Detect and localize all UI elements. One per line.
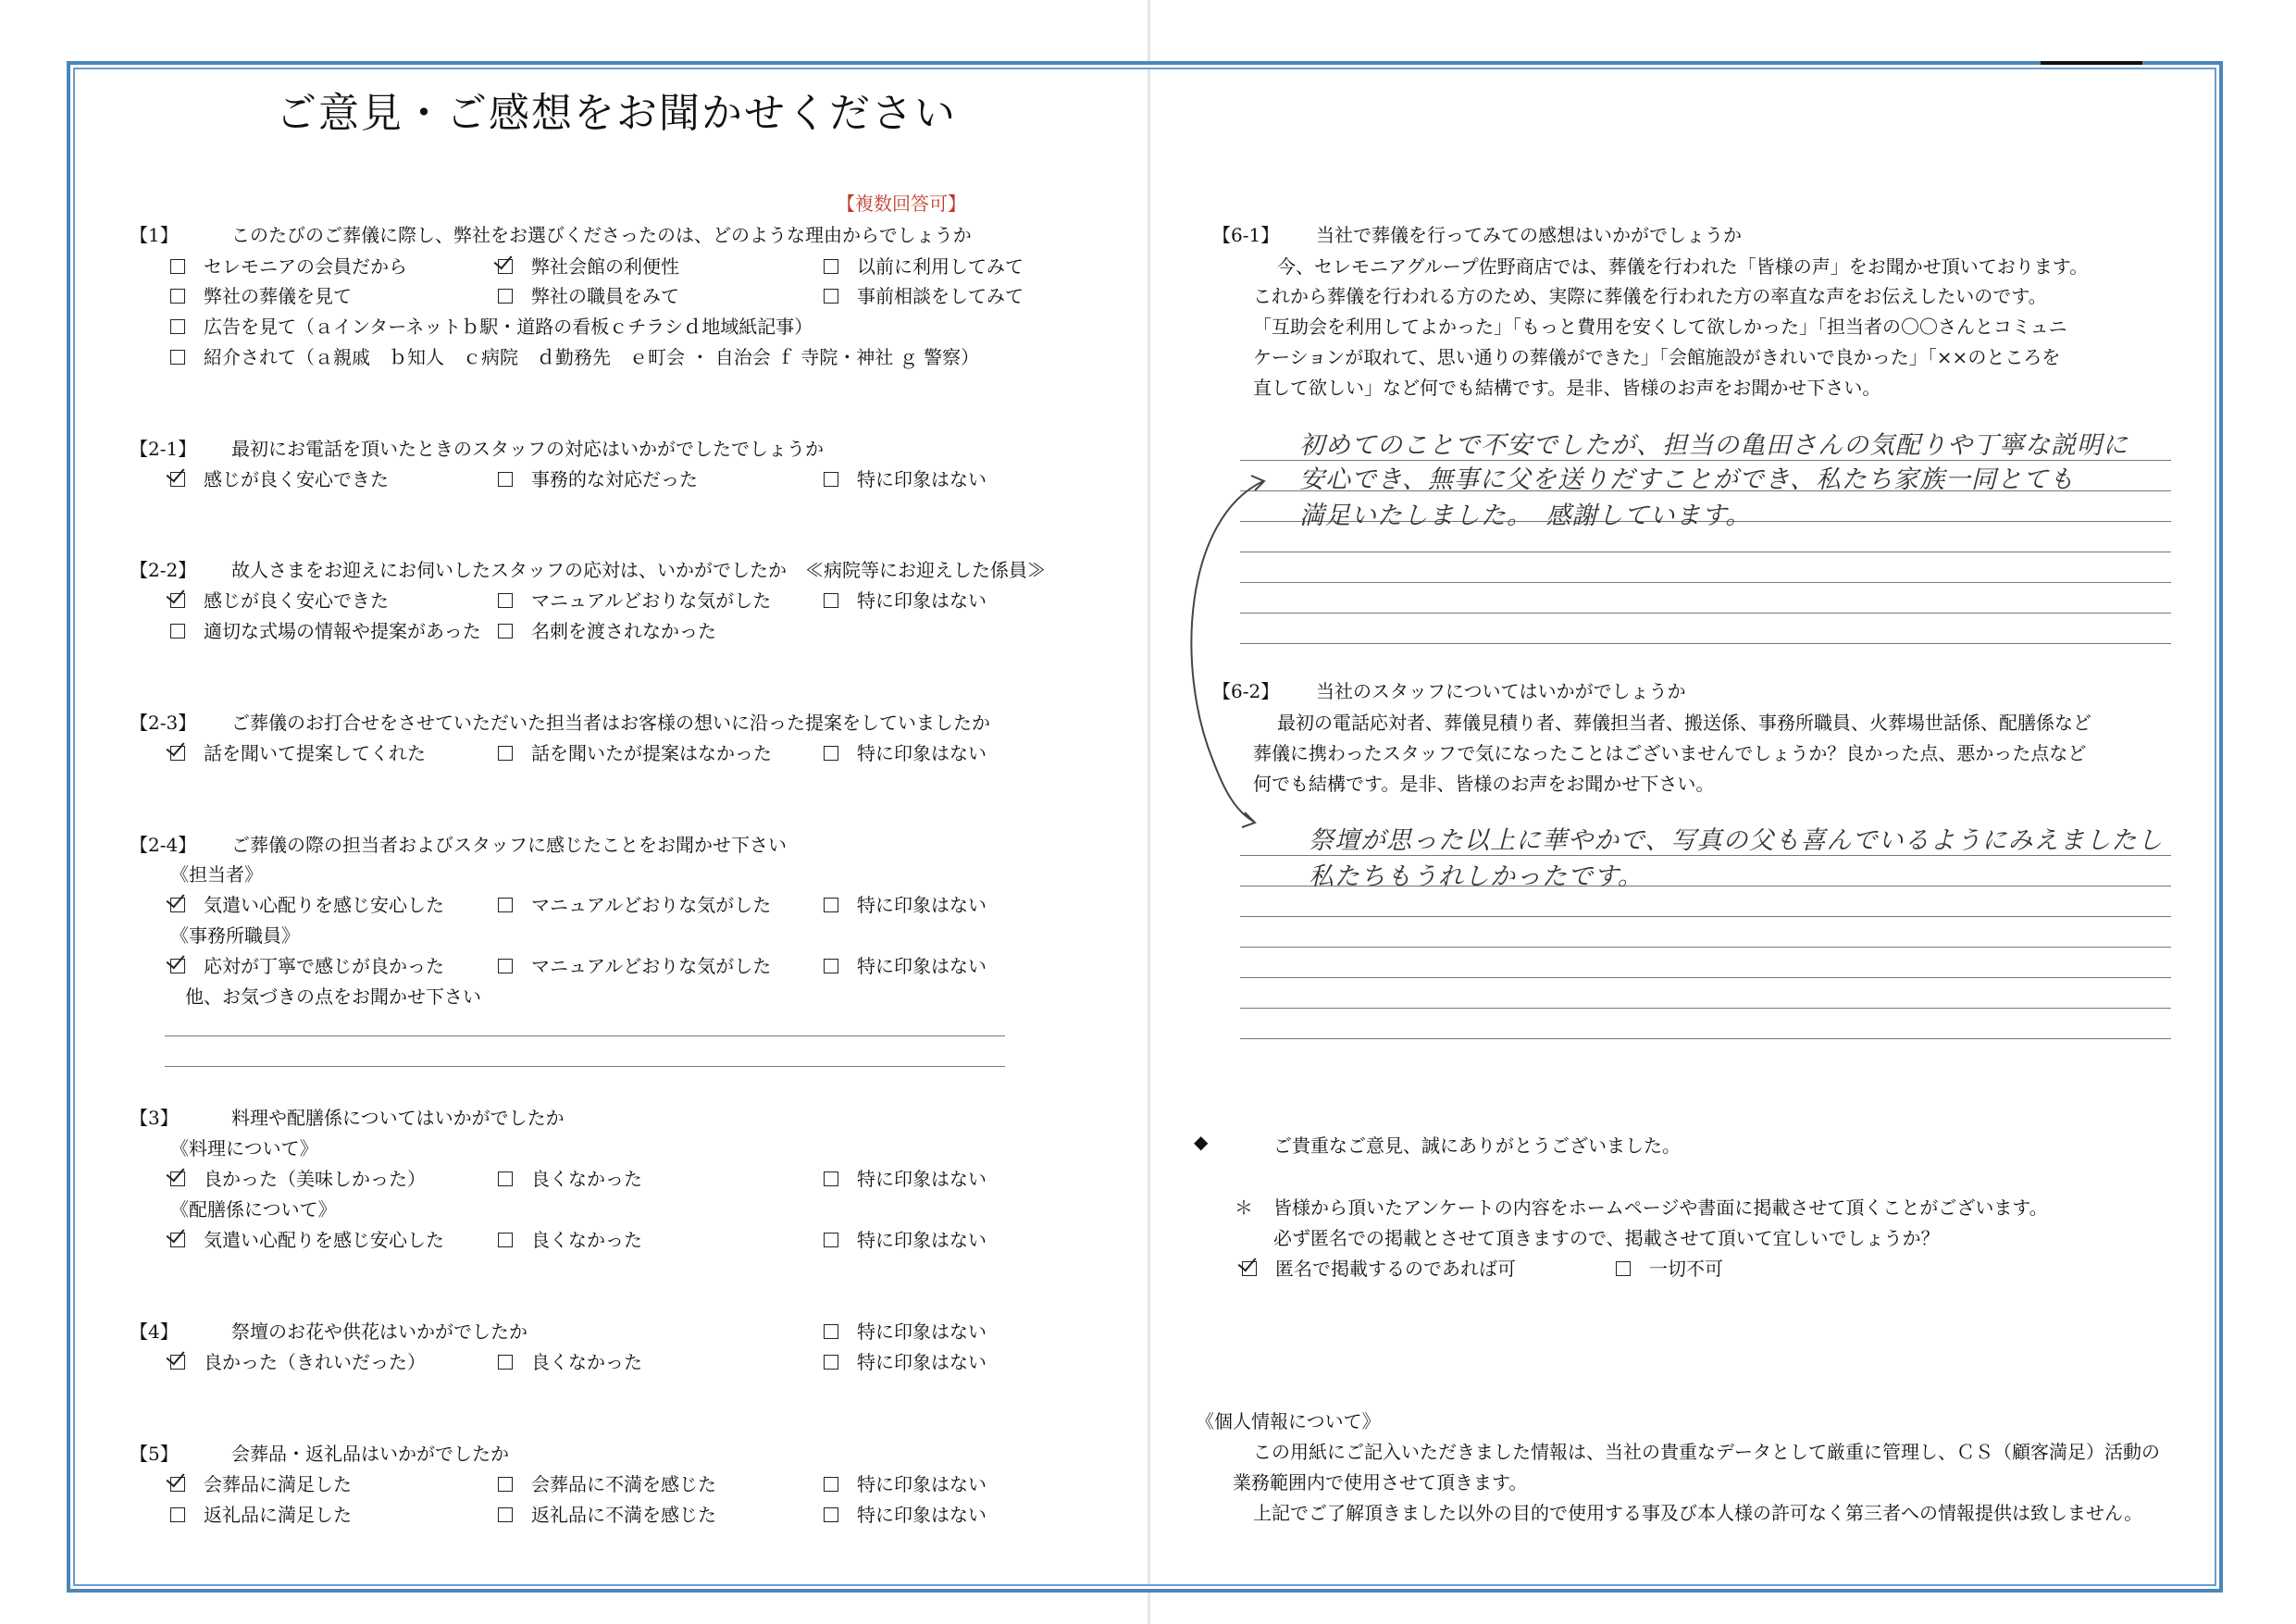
checkbox-icon[interactable] (824, 1172, 838, 1186)
q2-2-option[interactable]: 感じが良く安心できた (170, 586, 389, 613)
q1-option[interactable]: セレモニアの会員だから (170, 252, 407, 279)
checkbox-icon[interactable] (498, 1507, 513, 1522)
q2-3-heading: 【2-3】 ご葬儀のお打合せをさせていただいた担当者はお客様の想いに沿った提案をしていましたか (130, 712, 990, 734)
checkbox-icon[interactable] (824, 1477, 838, 1492)
q2-1-option[interactable]: 特に印象はない (824, 465, 987, 491)
checkbox-icon[interactable] (170, 289, 185, 304)
checkbox-icon[interactable] (824, 593, 838, 608)
q1-heading: 【1】 このたびのご葬儀に際し、弊社をお選びくださったのは、どのような理由からでしょうか (130, 224, 972, 246)
q3-option[interactable]: 良くなかった (498, 1164, 642, 1191)
corner-mark (2041, 61, 2142, 65)
checkbox-icon[interactable] (498, 593, 513, 608)
q2-2-option[interactable]: 特に印象はない (824, 586, 987, 613)
checkbox-icon[interactable] (824, 289, 838, 304)
q5-option[interactable]: 返礼品に満足した (170, 1500, 352, 1527)
q2-1-option[interactable]: 事務的な対応だった (498, 465, 698, 491)
checkbox-icon[interactable] (498, 472, 513, 487)
answer-line[interactable] (1240, 582, 2171, 583)
q3-sub-serving: 《配膳係について》 (170, 1198, 337, 1221)
q2-4-other-prompt: 他、お気づきの点をお聞かせ下さい (185, 986, 481, 1008)
q6-1-heading: 【6-1】 当社で葬儀を行ってみての感想はいかがでしょうか (1212, 224, 1742, 246)
checkbox-checked-icon[interactable] (170, 472, 185, 487)
checkbox-checked-icon[interactable] (170, 1172, 185, 1186)
answer-line[interactable] (1240, 977, 2171, 978)
q1-option[interactable]: 弊社会館の利便性 (498, 252, 679, 279)
q6-2-body: 最初の電話応対者、葬儀見積り者、葬儀担当者、搬送係、事務所職員、火葬場世話係、配膳係など (1277, 712, 2091, 734)
q6-1-body: 直して欲しい」など何でも結構です。是非、皆様のお声をお聞かせ下さい。 (1253, 377, 1881, 399)
q2-4-option[interactable]: マニュアルどおりな気がした (498, 890, 771, 917)
thanks-message: ご貴重なご意見、誠にありがとうございました。 (1273, 1134, 1681, 1157)
privacy-text: 業務範囲内で使用させて頂きます。 (1233, 1471, 1528, 1494)
checkbox-icon[interactable] (498, 1172, 513, 1186)
answer-line[interactable] (1240, 1008, 2171, 1009)
q2-4-sub-office: 《事務所職員》 (170, 924, 300, 947)
q3-heading: 【3】 料理や配膳係についてはいかがでしたか (130, 1107, 565, 1129)
diamond-icon: ◆ (1194, 1131, 1209, 1153)
checkbox-icon[interactable] (824, 1507, 838, 1522)
q4-option[interactable]: 特に印象はない (824, 1317, 987, 1344)
q3-option[interactable]: 特に印象はない (824, 1225, 987, 1252)
q5-heading: 【5】 会葬品・返礼品はいかがでしたか (130, 1443, 509, 1465)
q3-option[interactable]: 良かった（美味しかった） (170, 1164, 426, 1191)
publish-option-refuse[interactable]: 一切不可 (1616, 1254, 1723, 1281)
q3-option[interactable]: 気遣い心配りを感じ安心した (170, 1225, 444, 1252)
q6-1-body: これから葬儀を行われる方のため、実際に葬儀を行われた方の率直な声をお伝えしたいのです。 (1253, 285, 2047, 307)
q1-option[interactable]: 弊社の職員をみて (498, 281, 679, 308)
checkbox-icon[interactable] (498, 1355, 513, 1370)
checkbox-icon[interactable] (498, 898, 513, 912)
q2-4-option[interactable]: 気遣い心配りを感じ安心した (170, 890, 444, 917)
form-title: ご意見・ご感想をお聞かせください (276, 90, 957, 137)
answer-line[interactable] (1240, 1038, 2171, 1039)
q2-3-option[interactable]: 話を聞いたが提案はなかった (498, 738, 772, 765)
publish-option-anonymous[interactable]: 匿名で掲載するのであれば可 (1242, 1254, 1516, 1281)
q6-1-body: 「互助会を利用してよかった」「もっと費用を安くして欲しかった」「担当者の〇〇さんとコミュニ (1253, 316, 2067, 338)
q1-option[interactable]: 以前に利用してみて (824, 252, 1024, 279)
checkbox-icon[interactable] (170, 624, 185, 638)
q5-option[interactable]: 会葬品に満足した (170, 1469, 352, 1496)
q4-option[interactable]: 良かった（きれいだった） (170, 1347, 426, 1374)
checkbox-icon[interactable] (498, 1477, 513, 1492)
q4-option[interactable]: 特に印象はない (824, 1347, 987, 1374)
answer-line[interactable] (1240, 947, 2171, 948)
checkbox-icon[interactable] (498, 959, 513, 973)
checkbox-icon[interactable] (170, 259, 185, 274)
publish-question: 必ず匿名での掲載とさせて頂きますので、掲載させて頂いて宜しいでしょうか？ (1273, 1227, 1940, 1249)
q2-3-option[interactable]: 特に印象はない (824, 738, 987, 765)
answer-line[interactable] (1240, 916, 2171, 917)
q5-option[interactable]: 特に印象はない (824, 1500, 987, 1527)
checkbox-icon[interactable] (498, 746, 513, 761)
checkbox-checked-icon[interactable] (170, 959, 185, 973)
q2-1-heading: 【2-1】 最初にお電話を頂いたときのスタッフの対応はいかがでしたでしょうか (130, 438, 824, 460)
q2-2-option[interactable]: 適切な式場の情報や提案があった (170, 616, 481, 643)
checkbox-checked-icon[interactable] (170, 593, 185, 608)
q6-2-body: 何でも結構です。是非、皆様のお声をお聞かせ下さい。 (1253, 773, 1715, 795)
checkbox-icon[interactable] (170, 1507, 185, 1522)
multiple-answer-note: 【複数回答可】 (837, 192, 966, 215)
checkbox-icon[interactable] (824, 898, 838, 912)
q6-1-body: ケーションが取れて、思い通りの葬儀ができた」「会館施設がきれいで良かった」「××のところを (1253, 346, 2061, 368)
privacy-heading: 《個人情報について》 (1196, 1410, 1381, 1432)
checkbox-checked-icon[interactable] (498, 259, 513, 274)
checkbox-icon[interactable] (824, 472, 838, 487)
checkbox-icon[interactable] (824, 1233, 838, 1247)
q1-option[interactable]: 紹介されて（ａ親戚 ｂ知人 ｃ病院 ｄ勤務先 ｅ町会 ・ 自治会 ｆ 寺院・神社 ｇ 警察） (170, 342, 979, 369)
q3-option[interactable]: 良くなかった (498, 1225, 642, 1252)
handwritten-answer-6-2: 私たちもうれしかったです。 (1309, 862, 1644, 891)
checkbox-icon[interactable] (824, 259, 838, 274)
checkbox-icon[interactable] (824, 1324, 838, 1339)
q6-2-body: 葬儀に携わったスタッフで気になったことはございませんでしょうか？良かった点、悪かった点など (1253, 742, 2087, 764)
checkbox-checked-icon[interactable] (170, 1477, 185, 1492)
q2-4-option[interactable]: 特に印象はない (824, 890, 987, 917)
q2-2-heading: 【2-2】 故人さまをお迎えにお伺いしたスタッフの応対は、いかがでしたか ≪病院等にお迎えした係員≫ (130, 559, 1046, 581)
answer-line[interactable] (1240, 613, 2171, 614)
q2-4-option[interactable]: 特に印象はない (824, 951, 987, 978)
q4-option[interactable]: 良くなかった (498, 1347, 642, 1374)
checkbox-checked-icon[interactable] (170, 1233, 185, 1247)
q3-option[interactable]: 特に印象はない (824, 1164, 987, 1191)
q6-1-body: 今、セレモニアグループ佐野商店では、葬儀を行われた「皆様の声」をお聞かせ頂いております。 (1277, 255, 2089, 278)
q2-4-heading: 【2-4】 ご葬儀の際の担当者およびスタッフに感じたことをお聞かせ下さい (130, 834, 787, 856)
handwritten-answer-6-1: 初めてのことで不安でしたが、担当の亀田さんの気配りや丁寧な説明に (1299, 431, 2128, 460)
q2-2-option[interactable]: 名刺を渡されなかった (498, 616, 716, 643)
checkbox-icon[interactable] (170, 350, 185, 365)
q2-4-option[interactable]: 応対が丁寧で感じが良かった (170, 951, 444, 978)
privacy-text: この用紙にご記入いただきました情報は、当社の貴重なデータとして厳重に管理し、ＣＳ（顧客満足）活動の (1253, 1441, 2160, 1463)
checkbox-checked-icon[interactable] (170, 746, 185, 761)
checkbox-icon[interactable] (824, 746, 838, 761)
q2-1-option[interactable]: 感じが良く安心できた (170, 465, 389, 491)
publish-note: 皆様から頂いたアンケートの内容をホームページや書面に掲載させて頂くことがございます。 (1273, 1196, 2048, 1219)
answer-line[interactable] (165, 1066, 1005, 1067)
q3-sub-food: 《料理について》 (170, 1137, 318, 1159)
q6-2-heading: 【6-2】 当社のスタッフについてはいかがでしょうか (1212, 680, 1686, 702)
q4-heading: 【4】 祭壇のお花や供花はいかがでしたか (130, 1320, 527, 1343)
checkbox-checked-icon[interactable] (170, 898, 185, 912)
q2-4-option[interactable]: マニュアルどおりな気がした (498, 951, 771, 978)
checkbox-icon[interactable] (1616, 1261, 1631, 1276)
checkbox-icon[interactable] (170, 319, 185, 334)
handwritten-answer-6-1: 満足いたしました。 感謝しています。 (1299, 502, 1752, 530)
q1-option[interactable]: 弊社の葬儀を見て (170, 281, 352, 308)
q5-option[interactable]: 特に印象はない (824, 1469, 987, 1496)
checkbox-checked-icon[interactable] (170, 1355, 185, 1370)
q1-option[interactable]: 事前相談をしてみて (824, 281, 1024, 308)
checkbox-icon[interactable] (824, 959, 838, 973)
q5-option[interactable]: 会葬品に不満を感じた (498, 1469, 716, 1496)
checkbox-icon[interactable] (498, 1233, 513, 1247)
handwritten-answer-6-1: 安心でき、無事に父を送りだすことができ、私たち家族一同とても (1299, 465, 2075, 494)
asterisk-icon: ＊ (1235, 1196, 1253, 1219)
checkbox-checked-icon[interactable] (1242, 1261, 1257, 1276)
handwritten-answer-6-2: 祭壇が思った以上に華やかで、写真の父も喜んでいるようにみえましたし (1309, 826, 2164, 855)
privacy-text: 上記でご了解頂きました以外の目的で使用する事及び本人様の許可なく第三者への情報提供は致しません。 (1253, 1502, 2143, 1524)
q5-option[interactable]: 返礼品に不満を感じた (498, 1500, 716, 1527)
q2-3-option[interactable]: 話を聞いて提案してくれた (170, 738, 426, 765)
q2-2-option[interactable]: マニュアルどおりな気がした (498, 586, 771, 613)
q1-option[interactable]: 広告を見て（ａインターネットｂ駅・道路の看板ｃチラシｄ地域紙記事） (170, 312, 813, 339)
answer-line[interactable] (1240, 643, 2171, 644)
checkbox-icon[interactable] (498, 289, 513, 304)
answer-line[interactable] (165, 1035, 1005, 1036)
q2-4-sub-staff: 《担当者》 (170, 863, 263, 886)
checkbox-icon[interactable] (824, 1355, 838, 1370)
checkbox-icon[interactable] (498, 624, 513, 638)
